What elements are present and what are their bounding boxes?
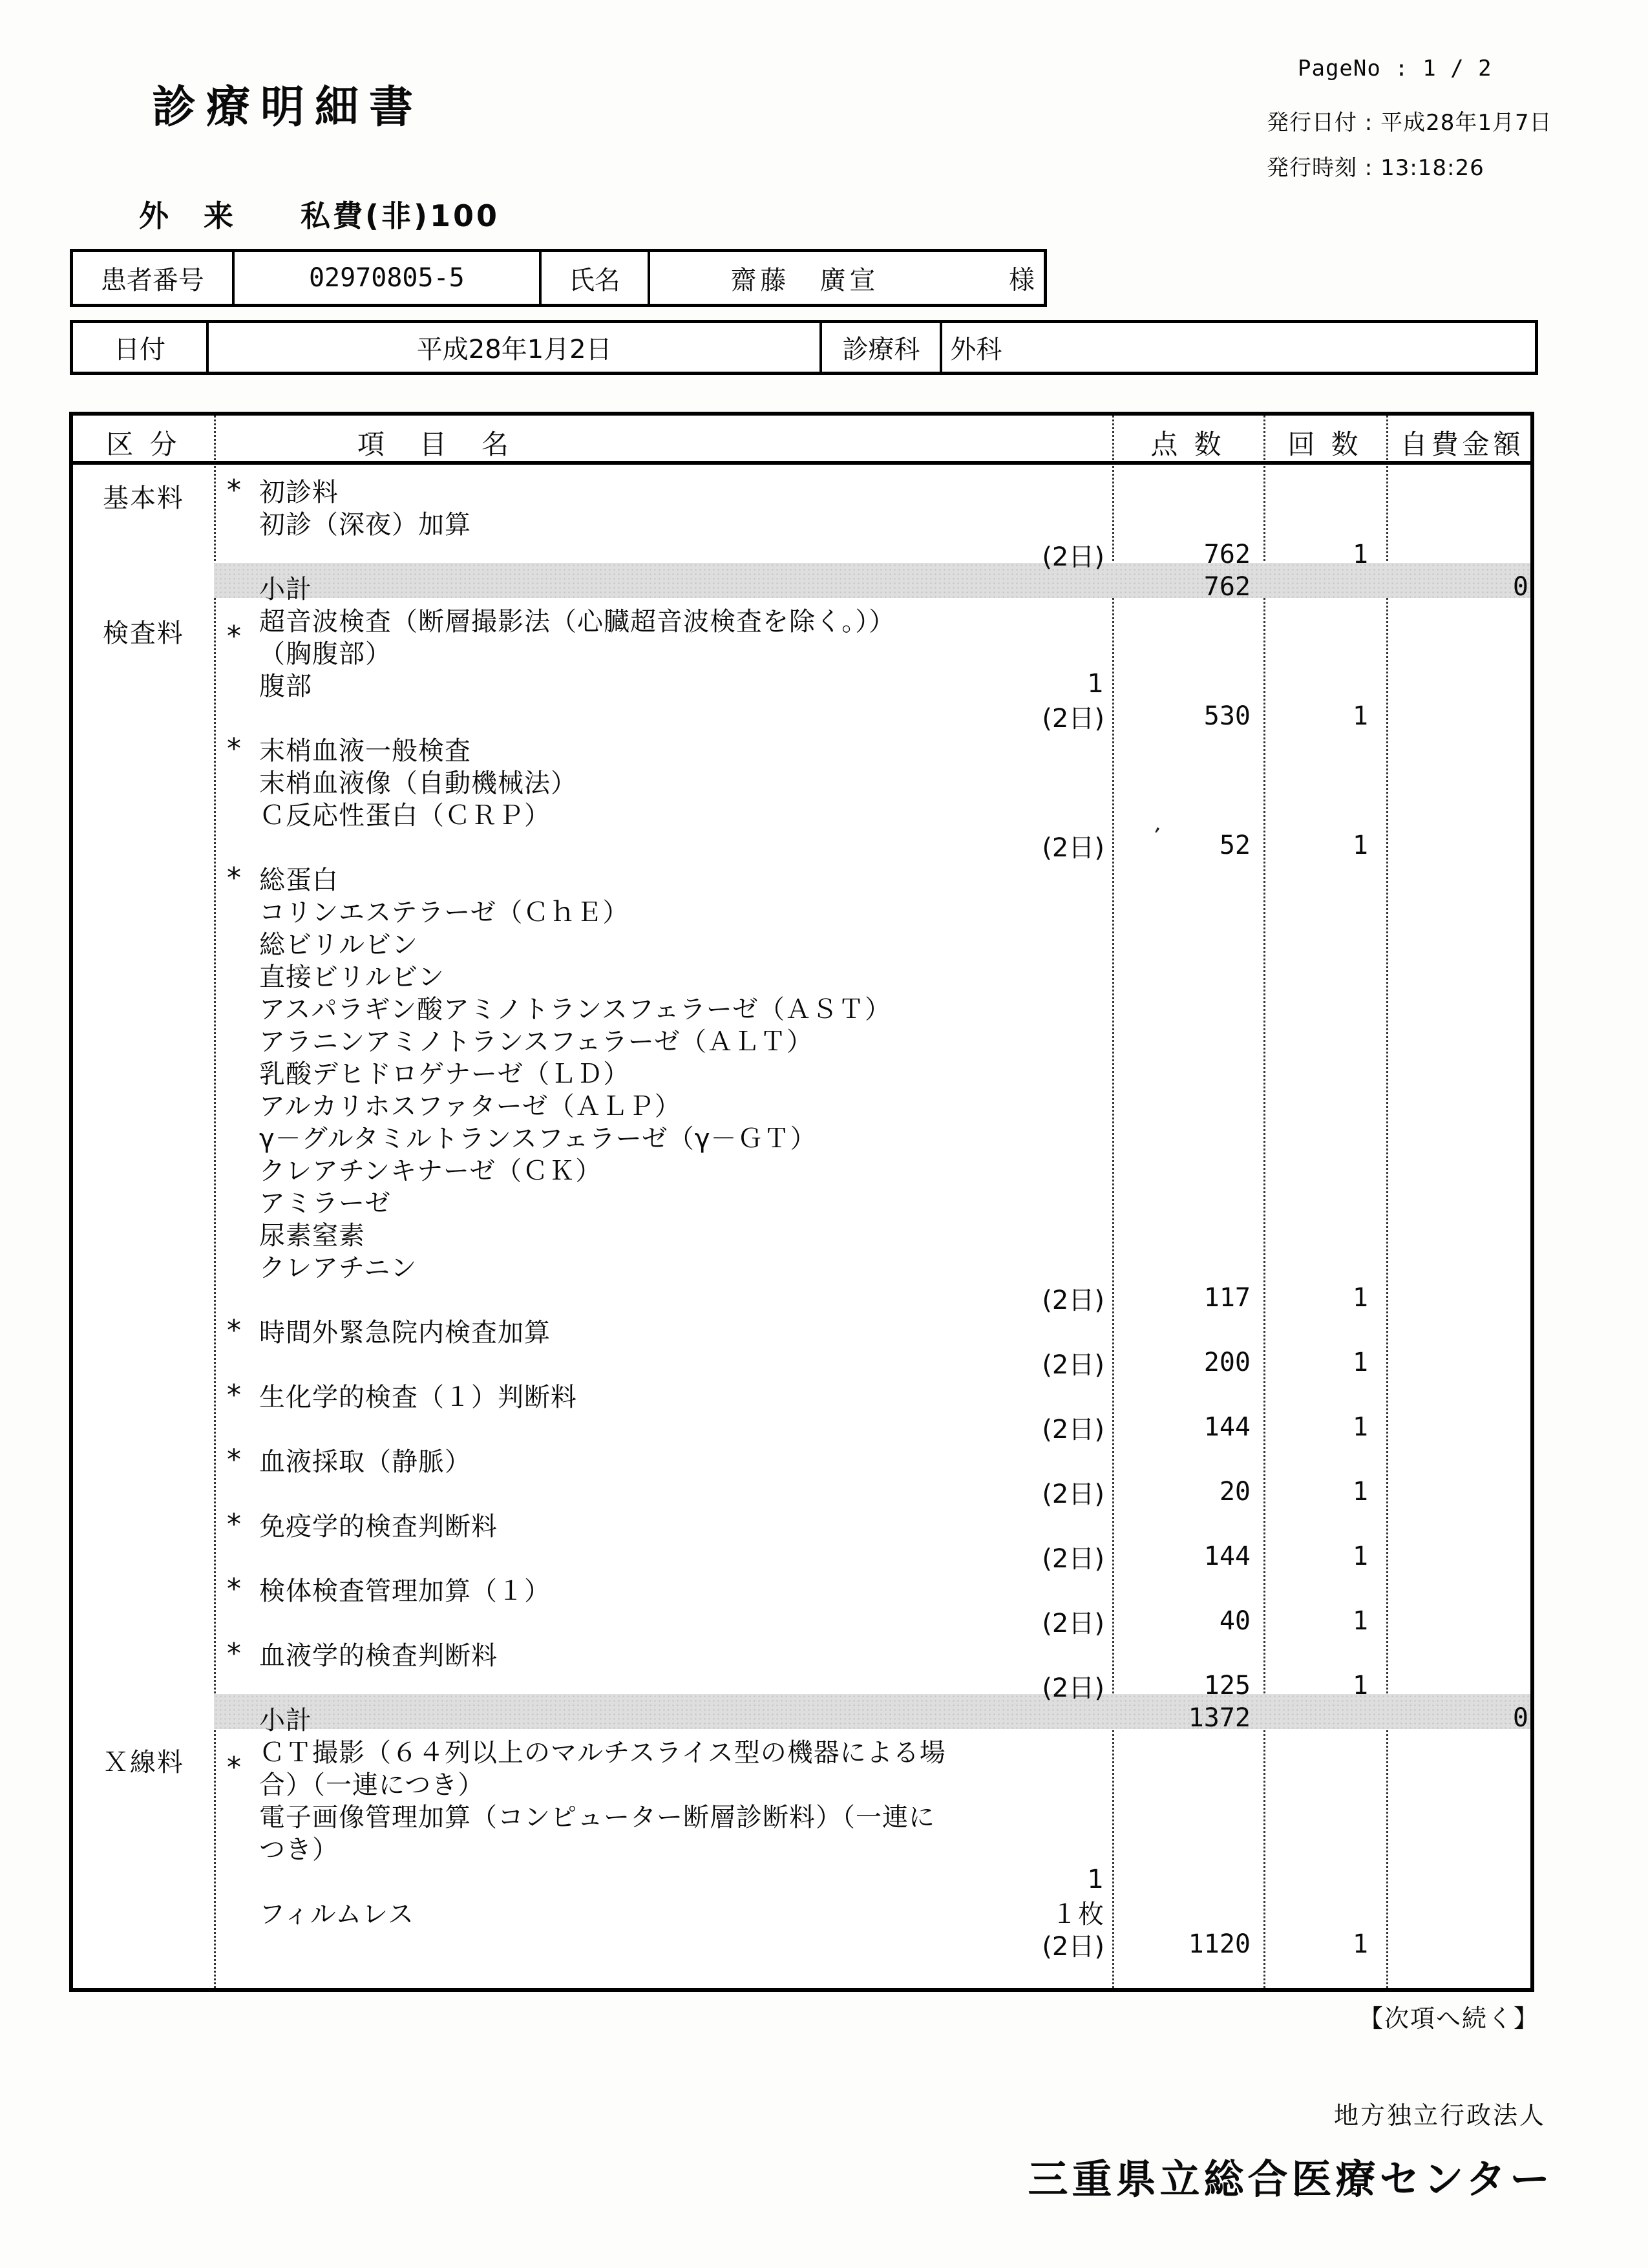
item-text: つき） xyxy=(259,1834,339,1865)
item-text: 直接ビリルビン xyxy=(259,962,445,992)
table-row xyxy=(73,603,1530,653)
day-count: (2日) xyxy=(1042,1350,1104,1380)
item-cell xyxy=(214,1926,1112,1963)
item-cell xyxy=(214,1021,1112,1058)
item-cell xyxy=(214,795,1112,832)
item-qty: 1 xyxy=(1087,1865,1104,1894)
patient-table xyxy=(70,249,1047,307)
table-row xyxy=(73,1508,1530,1540)
table-row xyxy=(73,1217,1530,1249)
selfpay-value: 0 xyxy=(1512,572,1528,602)
points-value: 530 xyxy=(1203,701,1251,731)
item-cell xyxy=(214,1409,1112,1446)
table-row xyxy=(73,1702,1530,1734)
item-text: 腹部 xyxy=(259,671,312,701)
item-star: * xyxy=(227,1313,241,1347)
table-row xyxy=(73,1734,1530,1784)
day-count: (2日) xyxy=(1042,832,1104,863)
item-cell xyxy=(214,1765,1112,1801)
points-value: 144 xyxy=(1203,1542,1251,1571)
item-cell xyxy=(214,601,1112,653)
item-cell xyxy=(214,472,1112,509)
item-text: クレアチニン xyxy=(259,1253,417,1283)
item-text: 超音波検査（断層撮影法（心臓超音波検査を除く。）） xyxy=(259,606,896,637)
count-value: 1 xyxy=(1352,1606,1368,1636)
item-text: フィルムレス xyxy=(259,1899,414,1929)
table-row xyxy=(73,1055,1530,1088)
item-cell xyxy=(214,763,1112,800)
points-value: 125 xyxy=(1203,1671,1251,1701)
section-label-lab: 検査料 xyxy=(103,619,184,648)
item-cell xyxy=(214,504,1112,541)
item-star: * xyxy=(227,473,241,507)
item-cell xyxy=(214,633,1112,670)
item-text: （胸腹部） xyxy=(259,639,392,669)
table-row xyxy=(73,1120,1530,1152)
table-row xyxy=(73,538,1530,571)
pen-mark: ʼ xyxy=(1149,822,1162,850)
count-value: 1 xyxy=(1352,540,1368,569)
item-star: * xyxy=(227,1378,241,1412)
item-text: ＣＴ撮影（６４列以上のマルチスライス型の機器による場 xyxy=(259,1737,946,1768)
item-cell xyxy=(214,892,1112,929)
item-cell xyxy=(214,1635,1112,1672)
item-cell xyxy=(214,1118,1112,1155)
item-star: * xyxy=(227,1507,241,1541)
item-cell xyxy=(214,989,1112,1026)
table-row xyxy=(73,1928,1530,1960)
table-row xyxy=(73,732,1530,765)
day-count: (2日) xyxy=(1042,1543,1104,1574)
table-row xyxy=(73,1669,1530,1702)
item-star: * xyxy=(227,1572,241,1606)
points-value: 1372 xyxy=(1188,1703,1251,1733)
item-cell xyxy=(214,1474,1112,1510)
count-value: 1 xyxy=(1352,831,1368,860)
item-cell xyxy=(214,1700,1112,1737)
item-cell xyxy=(214,1054,1112,1090)
section-label-xray: Ｘ線料 xyxy=(103,1748,184,1777)
item-cell xyxy=(214,1086,1112,1123)
count-value: 1 xyxy=(1352,1542,1368,1571)
item-cell xyxy=(214,1506,1112,1543)
item-text: 血液採取（静脈） xyxy=(259,1447,471,1477)
item-cell xyxy=(214,1571,1112,1607)
patient-honorific: 様 xyxy=(1009,265,1035,295)
org-name: 三重県立総合医療センター xyxy=(1028,2156,1554,2203)
issue-time: 発行時刻 : 13:18:26 xyxy=(1267,155,1484,181)
table-row xyxy=(73,668,1530,700)
table-row xyxy=(73,1605,1530,1637)
table-row xyxy=(73,1023,1530,1055)
item-cell xyxy=(214,569,1112,606)
table-row xyxy=(73,506,1530,538)
item-cell xyxy=(214,1215,1112,1252)
table-row xyxy=(73,991,1530,1023)
table-row xyxy=(73,862,1530,894)
item-cell xyxy=(214,822,1162,864)
table-row xyxy=(73,1152,1530,1185)
item-text: アミラーゼ xyxy=(259,1188,392,1218)
table-row xyxy=(73,894,1530,926)
billing-table-body xyxy=(73,416,1530,1988)
table-row xyxy=(73,1088,1530,1120)
visit-table xyxy=(70,320,1538,375)
points-value: 762 xyxy=(1203,540,1251,569)
points-value: 1120 xyxy=(1188,1929,1251,1959)
table-row xyxy=(73,797,1530,829)
day-count: (2日) xyxy=(1042,542,1104,572)
continue-note: 【次項へ続く】 xyxy=(1358,2004,1539,2033)
patient-name-cell xyxy=(650,252,1044,304)
table-row xyxy=(73,474,1530,506)
billing-table xyxy=(69,412,1534,1992)
item-cell xyxy=(214,1538,1112,1575)
count-value: 1 xyxy=(1352,1283,1368,1313)
item-text: 初診（深夜）加算 xyxy=(259,509,471,540)
item-text: 乳酸デヒドロゲナーゼ（ＬＤ） xyxy=(259,1059,630,1089)
selfpay-value: 0 xyxy=(1512,1703,1528,1733)
patient-name-label: 氏名 xyxy=(542,252,650,304)
table-row xyxy=(73,1863,1530,1896)
table-row xyxy=(73,1799,1530,1831)
patient-name-value: 齋藤 廣宣 xyxy=(730,265,880,295)
count-value: 1 xyxy=(1352,1477,1368,1507)
visit-category: 外 来 私費(非)100 xyxy=(139,198,500,233)
header-points: 点 数 xyxy=(1150,429,1225,460)
table-row xyxy=(73,700,1530,732)
item-qty: １枚 xyxy=(1051,1899,1104,1929)
table-row xyxy=(73,1185,1530,1217)
item-cell xyxy=(214,698,1112,735)
item-star: * xyxy=(227,1443,241,1476)
item-text: 初診料 xyxy=(259,477,339,507)
table-row xyxy=(73,1766,1530,1799)
subtotal-label: 小計 xyxy=(259,574,312,604)
table-row xyxy=(73,1573,1530,1605)
item-cell xyxy=(214,957,1112,993)
day-count: (2日) xyxy=(1042,1673,1104,1703)
header-self-pay: 自費金額 xyxy=(1400,429,1525,460)
count-value: 1 xyxy=(1352,1671,1368,1701)
item-cell xyxy=(214,860,1112,896)
header-item-name: 項 目 名 xyxy=(357,429,513,460)
points-value: 200 xyxy=(1203,1348,1251,1377)
item-text: コリンエステラーゼ（ＣｈＥ） xyxy=(259,897,629,927)
item-text: アルカリホスファターゼ（ＡＬＰ） xyxy=(259,1091,681,1121)
count-value: 1 xyxy=(1352,1348,1368,1377)
org-type: 地方独立行政法人 xyxy=(1333,2101,1546,2130)
header-kubun: 区 分 xyxy=(106,429,181,460)
item-text: 合）（一連につき） xyxy=(259,1770,485,1800)
points-value: 20 xyxy=(1219,1477,1251,1507)
table-row xyxy=(73,635,1530,668)
item-text: アラニンアミノトランスフェラーゼ（ＡＬＴ） xyxy=(259,1026,813,1057)
points-value: 144 xyxy=(1203,1412,1251,1442)
table-row xyxy=(73,1282,1530,1314)
item-cell xyxy=(214,1183,1112,1220)
count-value: 1 xyxy=(1352,1412,1368,1442)
item-cell xyxy=(214,1829,1112,1866)
day-count: (2日) xyxy=(1042,1285,1104,1315)
item-text: 生化学的検査（１）判断料 xyxy=(259,1382,577,1412)
item-text: 尿素窒素 xyxy=(259,1220,365,1251)
table-row xyxy=(73,1411,1530,1443)
table-row xyxy=(73,765,1530,797)
patient-number-value: 02970805-5 xyxy=(235,252,542,304)
item-text: 総蛋白 xyxy=(259,865,339,895)
table-row xyxy=(73,926,1530,959)
item-text: 検体検査管理加算（１） xyxy=(259,1576,551,1606)
item-star: * xyxy=(227,861,241,895)
item-cell xyxy=(214,536,1112,573)
item-cell xyxy=(214,1797,1112,1834)
item-star: * xyxy=(227,619,241,653)
item-cell xyxy=(214,1280,1112,1317)
item-cell xyxy=(214,1603,1112,1640)
item-text: 電子画像管理加算（コンピューター断層診断料）（一連に xyxy=(259,1802,935,1832)
item-cell xyxy=(214,1865,1112,1894)
header-count: 回 数 xyxy=(1287,429,1362,460)
patient-number-label: 患者番号 xyxy=(73,252,235,304)
subtotal-label: 小計 xyxy=(259,1705,312,1735)
item-cell xyxy=(214,666,1112,703)
table-row xyxy=(73,1314,1530,1346)
points-value: 52 xyxy=(1219,831,1251,860)
table-row xyxy=(73,1831,1530,1863)
item-text: 末梢血液像（自動機械法） xyxy=(259,768,577,798)
day-count: (2日) xyxy=(1042,703,1104,734)
points-value: 40 xyxy=(1219,1606,1251,1636)
visit-date-value: 平成28年1月2日 xyxy=(209,323,823,372)
table-row xyxy=(73,1346,1530,1379)
item-cell xyxy=(214,924,1112,961)
item-text: 免疫学的検査判断料 xyxy=(259,1511,498,1542)
table-row xyxy=(73,1896,1530,1928)
item-text: 血液学的検査判断料 xyxy=(259,1640,498,1671)
points-value: 762 xyxy=(1203,572,1251,602)
item-text: アスパラギン酸アミノトランスフェラーゼ（ＡＳＴ） xyxy=(259,994,891,1024)
visit-dept-label: 診療科 xyxy=(822,323,942,372)
item-cell xyxy=(214,1150,1112,1187)
item-text: クレアチンキナーゼ（ＣＫ） xyxy=(259,1156,602,1186)
item-cell xyxy=(214,1441,1112,1478)
item-star: * xyxy=(227,1637,241,1670)
item-cell xyxy=(214,730,1112,767)
table-row xyxy=(73,1443,1530,1476)
count-value: 1 xyxy=(1352,1929,1368,1959)
item-cell xyxy=(214,1894,1112,1931)
table-row xyxy=(73,1476,1530,1508)
day-count: (2日) xyxy=(1042,1608,1104,1638)
table-row xyxy=(73,1637,1530,1669)
item-text: 時間外緊急院内検査加算 xyxy=(259,1317,551,1348)
page-title: 診療明細書 xyxy=(152,82,424,133)
item-cell xyxy=(214,1312,1112,1349)
item-star: * xyxy=(227,1750,241,1784)
item-qty: 1 xyxy=(1087,669,1104,699)
table-row xyxy=(73,1379,1530,1411)
visit-dept-value: 外科 xyxy=(950,335,1002,365)
day-count: (2日) xyxy=(1042,1414,1104,1445)
day-count: (2日) xyxy=(1042,1479,1104,1509)
table-row xyxy=(73,959,1530,991)
item-cell xyxy=(214,1668,1112,1704)
item-cell xyxy=(214,1377,1112,1414)
item-cell xyxy=(214,1247,1112,1284)
item-cell xyxy=(214,1732,1112,1784)
table-row xyxy=(73,1540,1530,1573)
table-row xyxy=(73,571,1530,603)
item-text: γ－グルタミルトランスフェラーゼ（γ－ＧＴ） xyxy=(259,1123,817,1154)
issue-date: 発行日付 : 平成28年1月7日 xyxy=(1267,110,1552,136)
item-cell xyxy=(214,1344,1112,1381)
section-label-basic: 基本料 xyxy=(103,483,184,513)
count-value: 1 xyxy=(1352,701,1368,731)
item-text: 末梢血液一般検査 xyxy=(259,736,471,766)
day-count: (2日) xyxy=(1042,1931,1104,1962)
table-row xyxy=(73,822,1530,863)
visit-date-label: 日付 xyxy=(73,323,209,372)
page-number: PageNo : 1 / 2 xyxy=(1298,56,1492,81)
item-text: 総ビリルビン xyxy=(259,929,418,960)
item-text: Ｃ反応性蛋白（ＣＲＰ） xyxy=(259,800,551,831)
table-row xyxy=(73,1249,1530,1282)
item-star: * xyxy=(227,732,241,765)
points-value: 117 xyxy=(1203,1283,1251,1313)
